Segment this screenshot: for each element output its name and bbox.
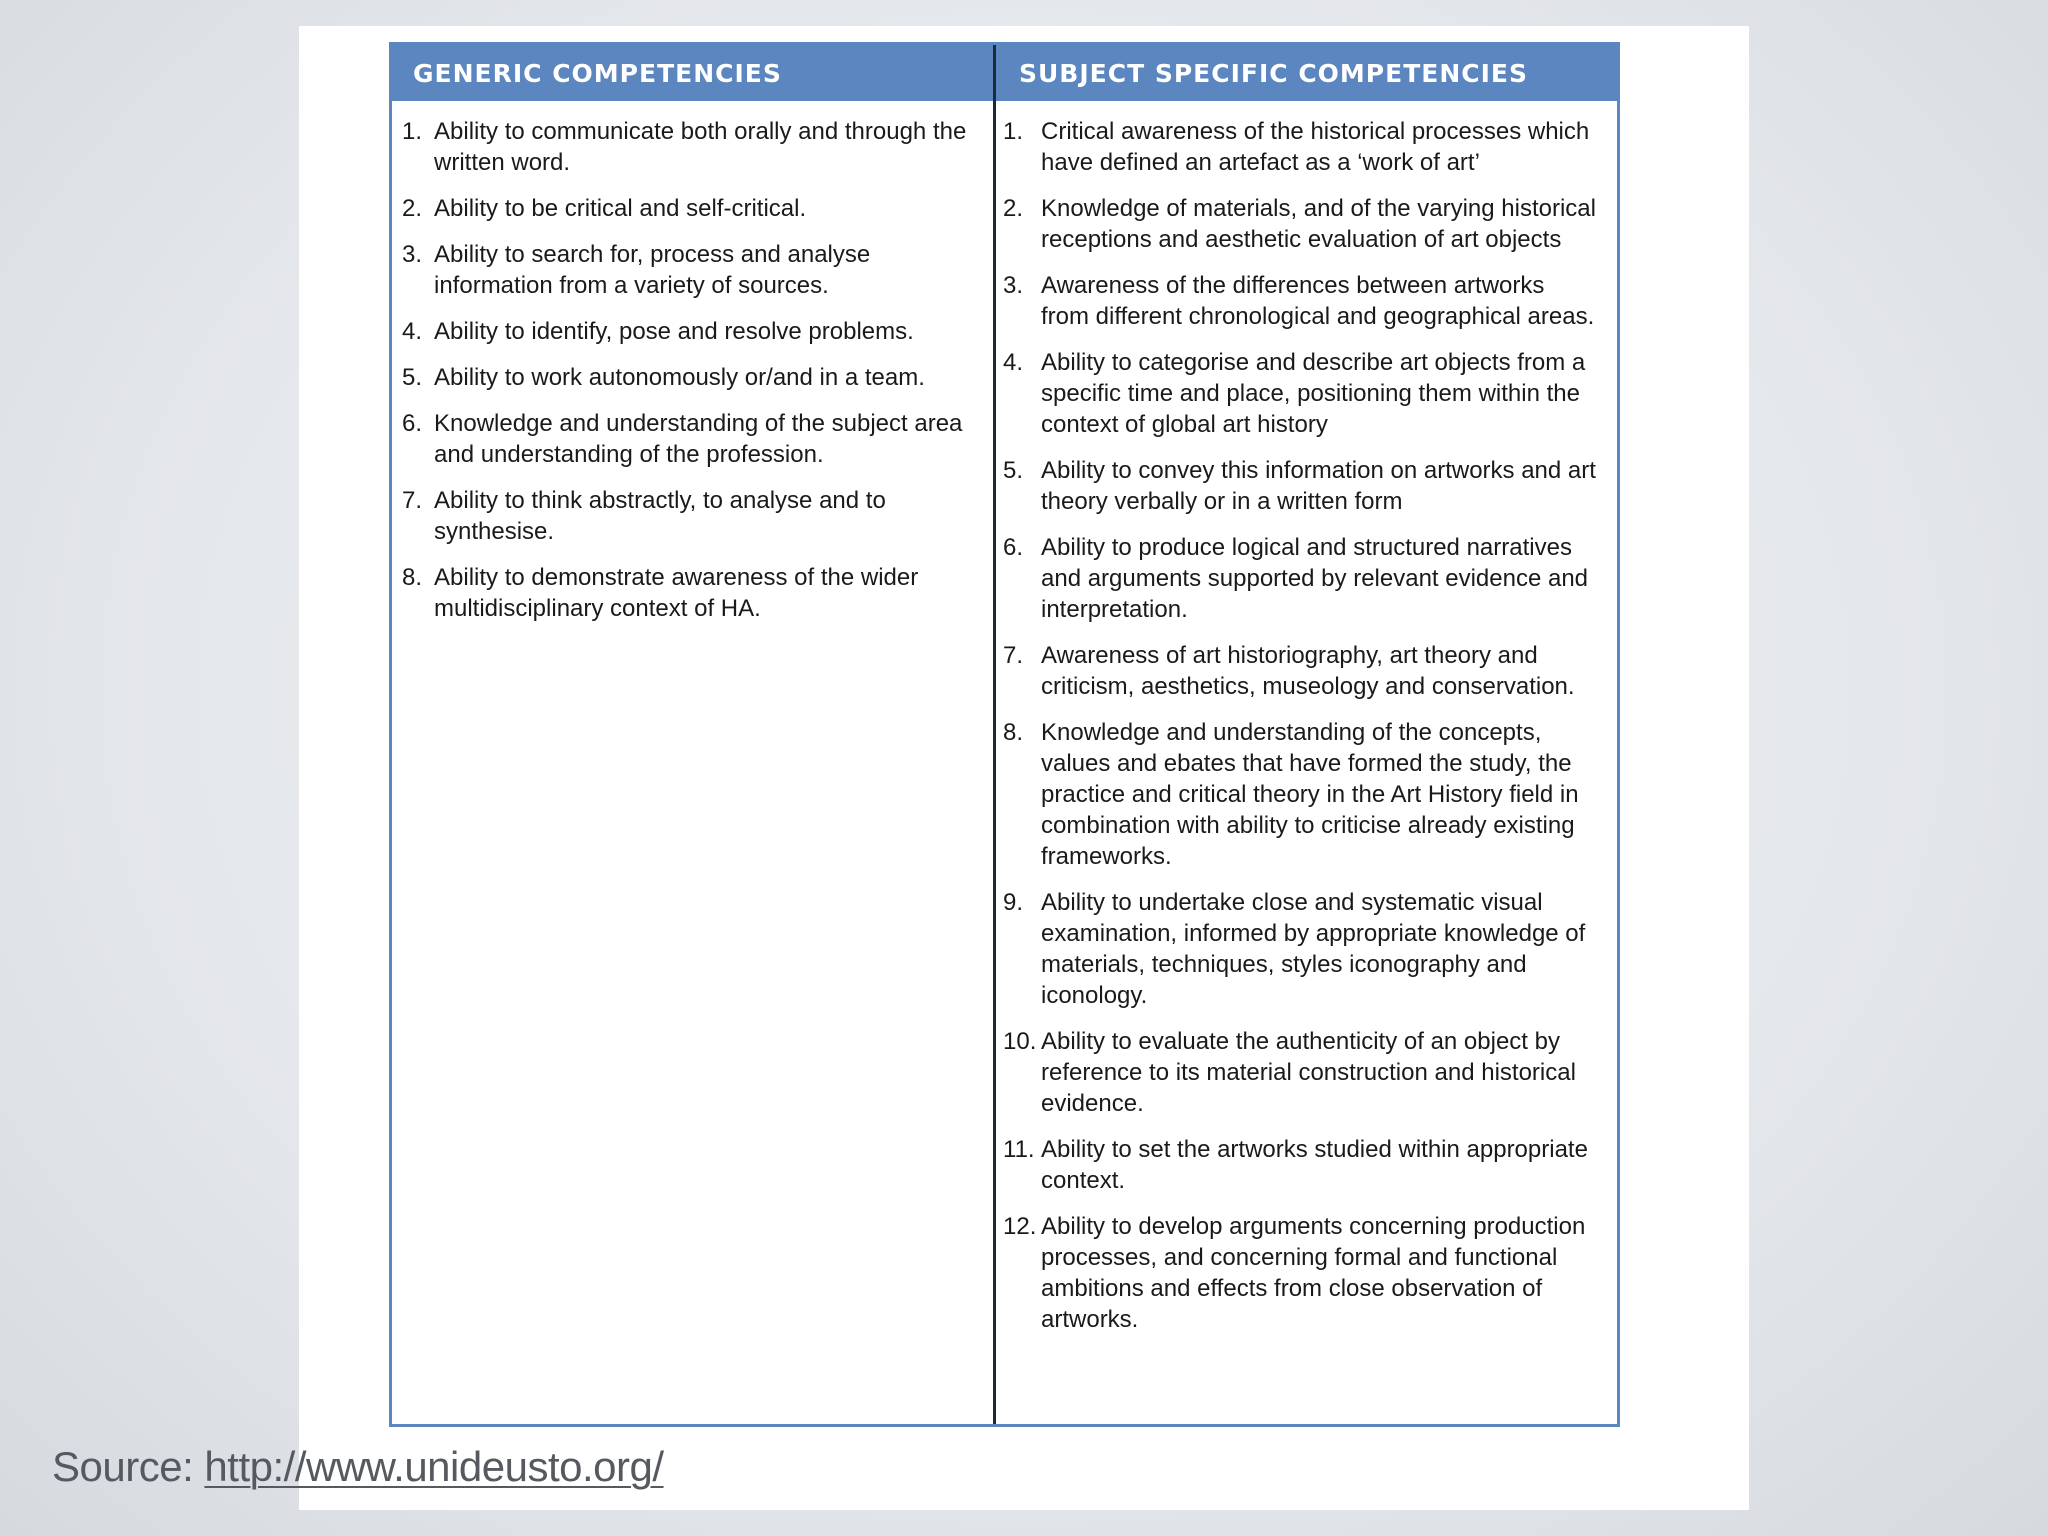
list-item-text: Ability to be critical and self-critical. (434, 195, 807, 222)
list-item (1003, 717, 1617, 872)
list-item-number: 6. (402, 410, 423, 437)
list-item (1003, 640, 1617, 702)
list-item (1003, 116, 1617, 178)
list-item-number: 6. (1003, 534, 1024, 561)
list-item-number: 1. (402, 118, 423, 145)
list-item-number: 9. (1003, 889, 1024, 916)
list-item-text: Ability to produce logical and structured narratives and arguments supported by relevant evidence and interpretation. (1041, 534, 1589, 623)
list-item-number: 5. (1003, 457, 1024, 484)
list-item (402, 116, 993, 178)
list-item (402, 485, 993, 547)
list-item (1003, 887, 1617, 1011)
list-item-text: Ability to identify, pose and resolve problems. (434, 318, 914, 345)
list-item-number: 1. (1003, 118, 1024, 145)
generic-competencies-list (392, 101, 993, 639)
list-item (402, 316, 993, 347)
list-item (1003, 1211, 1617, 1335)
list-item-text: Ability to search for, process and analyse information from a variety of sources. (434, 241, 871, 299)
list-item (1003, 455, 1617, 517)
list-item-number: 8. (1003, 719, 1024, 746)
list-item-text: Ability to develop arguments concerning production processes, and concerning formal and functional ambitions and effects from close observation of artworks. (1041, 1213, 1586, 1333)
list-item-text: Ability to communicate both orally and through the written word. (434, 118, 967, 176)
list-item-number: 3. (1003, 272, 1024, 299)
list-item-number: 8. (402, 564, 423, 591)
list-item-number: 4. (1003, 349, 1024, 376)
list-item-text: Awareness of the differences between artworks from different chronological and geographical areas. (1041, 272, 1595, 330)
competencies-table (389, 42, 1620, 1427)
list-item-number: 2. (1003, 195, 1024, 222)
list-item-text: Knowledge and understanding of the concepts, values and ebates that have formed the study, the practice and critical theory in the Art History field in combination with ability to criticise already existing frameworks. (1041, 719, 1579, 870)
list-item (1003, 347, 1617, 440)
list-item (1003, 1134, 1617, 1196)
list-item-number: 3. (402, 241, 423, 268)
source-citation (52, 1443, 664, 1491)
list-item-text: Ability to evaluate the authenticity of an object by reference to its material construction and historical evidence. (1041, 1028, 1576, 1117)
source-label: Source: (52, 1443, 205, 1490)
list-item-number: 11. (1003, 1136, 1035, 1163)
list-item (1003, 1026, 1617, 1119)
list-item-text: Critical awareness of the historical processes which have defined an artefact as a ‘work of art’ (1041, 118, 1590, 176)
list-item-number: 10. (1003, 1028, 1037, 1055)
list-item (402, 362, 993, 393)
list-item-text: Ability to think abstractly, to analyse and to synthesise. (434, 487, 886, 545)
list-item-number: 7. (402, 487, 423, 514)
list-item-text: Ability to set the artworks studied within appropriate context. (1041, 1136, 1588, 1194)
list-item-number: 2. (402, 195, 423, 222)
list-item-text: Awareness of art historiography, art theory and criticism, aesthetics, museology and conservation. (1041, 642, 1575, 700)
generic-competencies-column (392, 45, 993, 1424)
list-item (1003, 193, 1617, 255)
list-item (1003, 270, 1617, 332)
list-item-text: Ability to work autonomously or/and in a team. (434, 364, 925, 391)
list-item-number: 12. (1003, 1213, 1037, 1240)
list-item (402, 562, 993, 624)
list-item (1003, 532, 1617, 625)
subject-specific-competencies-header: SUBJECT SPECIFIC COMPETENCIES (996, 45, 1617, 101)
list-item-number: 7. (1003, 642, 1024, 669)
list-item-text: Ability to undertake close and systematic visual examination, informed by appropriate knowledge of materials, techniques, styles iconography and iconology. (1041, 889, 1586, 1009)
list-item-text: Ability to categorise and describe art objects from a specific time and place, positioning them within the context of global art history (1041, 349, 1586, 438)
list-item-text: Knowledge of materials, and of the varying historical receptions and aesthetic evaluation of art objects (1041, 195, 1596, 253)
list-item-text: Ability to convey this information on artworks and art theory verbally or in a written form (1041, 457, 1596, 515)
list-item-number: 4. (402, 318, 423, 345)
list-item (402, 193, 993, 224)
list-item (402, 239, 993, 301)
list-item-text: Ability to demonstrate awareness of the wider multidisciplinary context of HA. (434, 564, 919, 622)
subject-specific-competencies-column (996, 45, 1617, 1424)
list-item-number: 5. (402, 364, 423, 391)
subject-specific-competencies-list (996, 101, 1617, 1350)
source-link[interactable]: http://www.unideusto.org/ (204, 1443, 664, 1490)
generic-competencies-header: GENERIC COMPETENCIES (392, 45, 993, 101)
list-item-text: Knowledge and understanding of the subject area and understanding of the profession. (434, 410, 963, 468)
list-item (402, 408, 993, 470)
